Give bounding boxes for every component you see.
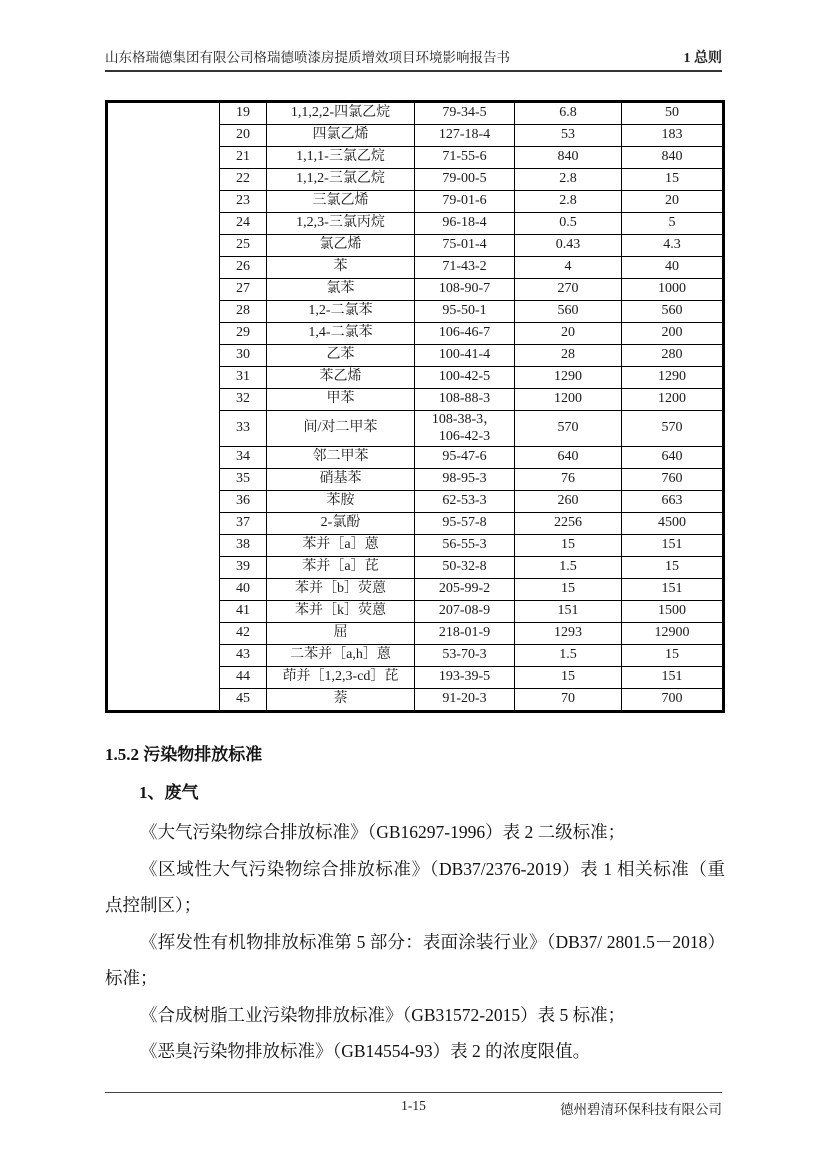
- cell-no: 35: [220, 469, 267, 491]
- standards-paragraph-list: [105, 814, 725, 1070]
- cell-limit-1: 15: [515, 667, 622, 689]
- cell-cas: 100-42-5: [415, 367, 515, 389]
- cell-no: 33: [220, 411, 267, 447]
- cell-cas: 50-32-8: [415, 557, 515, 579]
- cell-name: 屈: [267, 623, 415, 645]
- cell-cas: 207-08-9: [415, 601, 515, 623]
- section-heading: 1.5.2 污染物排放标准: [105, 745, 263, 764]
- cell-no: 44: [220, 667, 267, 689]
- cell-limit-2: 1290: [622, 367, 724, 389]
- standard-paragraph: 《区域性大气污染物综合排放标准》（DB37/2376-2019）表 1 相关标准（重点控制区）；: [105, 858, 725, 915]
- cell-cas: 127-18-4: [415, 125, 515, 147]
- cell-cas: 106-46-7: [415, 323, 515, 345]
- table-row: [107, 102, 724, 125]
- cell-name: 1,2,3-三氯丙烷: [267, 213, 415, 235]
- cell-limit-1: 840: [515, 147, 622, 169]
- cell-no: 27: [220, 279, 267, 301]
- cell-no: 41: [220, 601, 267, 623]
- cell-no: 42: [220, 623, 267, 645]
- cell-limit-2: 40: [622, 257, 724, 279]
- cell-limit-2: 4.3: [622, 235, 724, 257]
- cell-limit-1: 640: [515, 447, 622, 469]
- cell-name: 四氯乙烯: [267, 125, 415, 147]
- cell-limit-2: 5: [622, 213, 724, 235]
- cell-no: 23: [220, 191, 267, 213]
- cell-limit-2: 200: [622, 323, 724, 345]
- cell-no: 30: [220, 345, 267, 367]
- cell-cas: 193-39-5: [415, 667, 515, 689]
- cell-limit-1: 4: [515, 257, 622, 279]
- cell-no: 38: [220, 535, 267, 557]
- footer-page-number: 1-15: [401, 1098, 426, 1113]
- cell-limit-2: 640: [622, 447, 724, 469]
- pollutant-limits-table: [105, 100, 725, 713]
- cell-name: 三氯乙烯: [267, 191, 415, 213]
- cell-cas: 75-01-4: [415, 235, 515, 257]
- cell-limit-1: 270: [515, 279, 622, 301]
- cell-name: 苯并［k］荧蒽: [267, 601, 415, 623]
- cell-limit-1: 570: [515, 411, 622, 447]
- cell-no: 31: [220, 367, 267, 389]
- subsection-heading: 1、废气: [139, 783, 199, 802]
- cell-limit-2: 50: [622, 102, 724, 125]
- cell-cas: 95-57-8: [415, 513, 515, 535]
- cell-cas: 108-88-3: [415, 389, 515, 411]
- cell-name: 1,1,2,2-四氯乙烷: [267, 102, 415, 125]
- cell-name: 硝基苯: [267, 469, 415, 491]
- cell-name: 氯苯: [267, 279, 415, 301]
- cell-limit-1: 20: [515, 323, 622, 345]
- cell-limit-2: 1200: [622, 389, 724, 411]
- cell-limit-1: 151: [515, 601, 622, 623]
- cell-cas: 205-99-2: [415, 579, 515, 601]
- cell-name: 苯胺: [267, 491, 415, 513]
- cell-no: 21: [220, 147, 267, 169]
- cell-limit-1: 6.8: [515, 102, 622, 125]
- cell-limit-2: 20: [622, 191, 724, 213]
- cell-cas: 108-90-7: [415, 279, 515, 301]
- cell-limit-2: 570: [622, 411, 724, 447]
- cell-limit-1: 1.5: [515, 557, 622, 579]
- cell-name: 乙苯: [267, 345, 415, 367]
- page-header: [105, 46, 722, 67]
- cell-cas: 79-00-5: [415, 169, 515, 191]
- cell-no: 20: [220, 125, 267, 147]
- footer-company-name: 德州碧清环保科技有限公司: [560, 1102, 722, 1117]
- cell-name: 1,1,2-三氯乙烷: [267, 169, 415, 191]
- cell-limit-2: 1000: [622, 279, 724, 301]
- cell-limit-1: 70: [515, 689, 622, 712]
- cell-limit-2: 151: [622, 579, 724, 601]
- cell-cas: 100-41-4: [415, 345, 515, 367]
- cell-limit-2: 4500: [622, 513, 724, 535]
- cell-no: 28: [220, 301, 267, 323]
- cell-cas: 71-43-2: [415, 257, 515, 279]
- cell-limit-2: 15: [622, 557, 724, 579]
- header-section-label: 1 总则: [683, 51, 722, 66]
- cell-no: 36: [220, 491, 267, 513]
- cell-limit-2: 15: [622, 645, 724, 667]
- cell-cas: 79-34-5: [415, 102, 515, 125]
- cell-name: 萘: [267, 689, 415, 712]
- cell-limit-2: 760: [622, 469, 724, 491]
- cell-name: 苯并［a］蒽: [267, 535, 415, 557]
- cell-cas: 79-01-6: [415, 191, 515, 213]
- cell-no: 45: [220, 689, 267, 712]
- cell-cas: 108-38-3， 106-42-3: [415, 411, 515, 447]
- cell-cas: 91-20-3: [415, 689, 515, 712]
- cell-no: 22: [220, 169, 267, 191]
- cell-name: 茚并［1,2,3-cd］芘: [267, 667, 415, 689]
- cell-limit-1: 2256: [515, 513, 622, 535]
- cell-name: 1,2-二氯苯: [267, 301, 415, 323]
- cell-limit-2: 1500: [622, 601, 724, 623]
- cell-limit-1: 1200: [515, 389, 622, 411]
- cell-name: 邻二甲苯: [267, 447, 415, 469]
- cell-cas: 98-95-3: [415, 469, 515, 491]
- cell-no: 25: [220, 235, 267, 257]
- cell-limit-1: 1293: [515, 623, 622, 645]
- cell-limit-2: 151: [622, 667, 724, 689]
- cell-cas: 96-18-4: [415, 213, 515, 235]
- cell-limit-1: 15: [515, 579, 622, 601]
- cell-limit-1: 53: [515, 125, 622, 147]
- cell-limit-1: 28: [515, 345, 622, 367]
- cell-no: 40: [220, 579, 267, 601]
- cell-name: 二苯并［a,h］蒽: [267, 645, 415, 667]
- standard-paragraph: 《恶臭污染物排放标准》（GB14554-93）表 2 的浓度限值。: [140, 1041, 591, 1061]
- cell-no: 19: [220, 102, 267, 125]
- cell-limit-2: 663: [622, 491, 724, 513]
- cell-name: 1,4-二氯苯: [267, 323, 415, 345]
- cell-no: 37: [220, 513, 267, 535]
- cell-no: 32: [220, 389, 267, 411]
- cell-name: 苯乙烯: [267, 367, 415, 389]
- cell-no: 26: [220, 257, 267, 279]
- cell-no: 43: [220, 645, 267, 667]
- cell-name: 苯: [267, 257, 415, 279]
- cell-cas: 62-53-3: [415, 491, 515, 513]
- cell-limit-1: 560: [515, 301, 622, 323]
- cell-limit-1: 1.5: [515, 645, 622, 667]
- cell-cas: 95-47-6: [415, 447, 515, 469]
- cell-cas: 56-55-3: [415, 535, 515, 557]
- cell-name: 间/对二甲苯: [267, 411, 415, 447]
- standard-paragraph: 《大气污染物综合排放标准》（GB16297-1996）表 2 二级标准；: [140, 822, 626, 842]
- cell-no: 29: [220, 323, 267, 345]
- page-footer: [105, 1092, 722, 1118]
- cell-limit-1: 0.43: [515, 235, 622, 257]
- table-left-empty-cell: [107, 102, 220, 712]
- cell-limit-1: 15: [515, 535, 622, 557]
- standard-paragraph: 《挥发性有机物排放标准第 5 部分：表面涂装行业》（DB37/ 2801.5－2018）标准；: [105, 931, 725, 988]
- cell-limit-1: 76: [515, 469, 622, 491]
- cell-cas: 95-50-1: [415, 301, 515, 323]
- cell-name: 苯并［a］芘: [267, 557, 415, 579]
- cell-limit-2: 840: [622, 147, 724, 169]
- cell-cas: 71-55-6: [415, 147, 515, 169]
- cell-limit-2: 12900: [622, 623, 724, 645]
- cell-limit-1: 2.8: [515, 169, 622, 191]
- cell-name: 氯乙烯: [267, 235, 415, 257]
- cell-name: 苯并［b］荧蒽: [267, 579, 415, 601]
- cell-limit-1: 260: [515, 491, 622, 513]
- cell-no: 39: [220, 557, 267, 579]
- cell-cas: 53-70-3: [415, 645, 515, 667]
- cell-name: 2-氯酚: [267, 513, 415, 535]
- cell-limit-2: 560: [622, 301, 724, 323]
- header-doc-title: 山东格瑞德集团有限公司格瑞德喷漆房提质增效项目环境影响报告书: [105, 50, 510, 65]
- standard-paragraph: 《合成树脂工业污染物排放标准》（GB31572-2015）表 5 标准；: [140, 1004, 626, 1025]
- cell-limit-2: 15: [622, 169, 724, 191]
- cell-cas: 218-01-9: [415, 623, 515, 645]
- header-rule: [105, 70, 722, 72]
- cell-limit-2: 700: [622, 689, 724, 712]
- cell-limit-2: 151: [622, 535, 724, 557]
- cell-name: 甲苯: [267, 389, 415, 411]
- cell-no: 34: [220, 447, 267, 469]
- cell-no: 24: [220, 213, 267, 235]
- cell-limit-1: 2.8: [515, 191, 622, 213]
- cell-limit-1: 0.5: [515, 213, 622, 235]
- cell-limit-2: 183: [622, 125, 724, 147]
- cell-limit-2: 280: [622, 345, 724, 367]
- cell-limit-1: 1290: [515, 367, 622, 389]
- cell-name: 1,1,1-三氯乙烷: [267, 147, 415, 169]
- body-text-block: [105, 742, 725, 1070]
